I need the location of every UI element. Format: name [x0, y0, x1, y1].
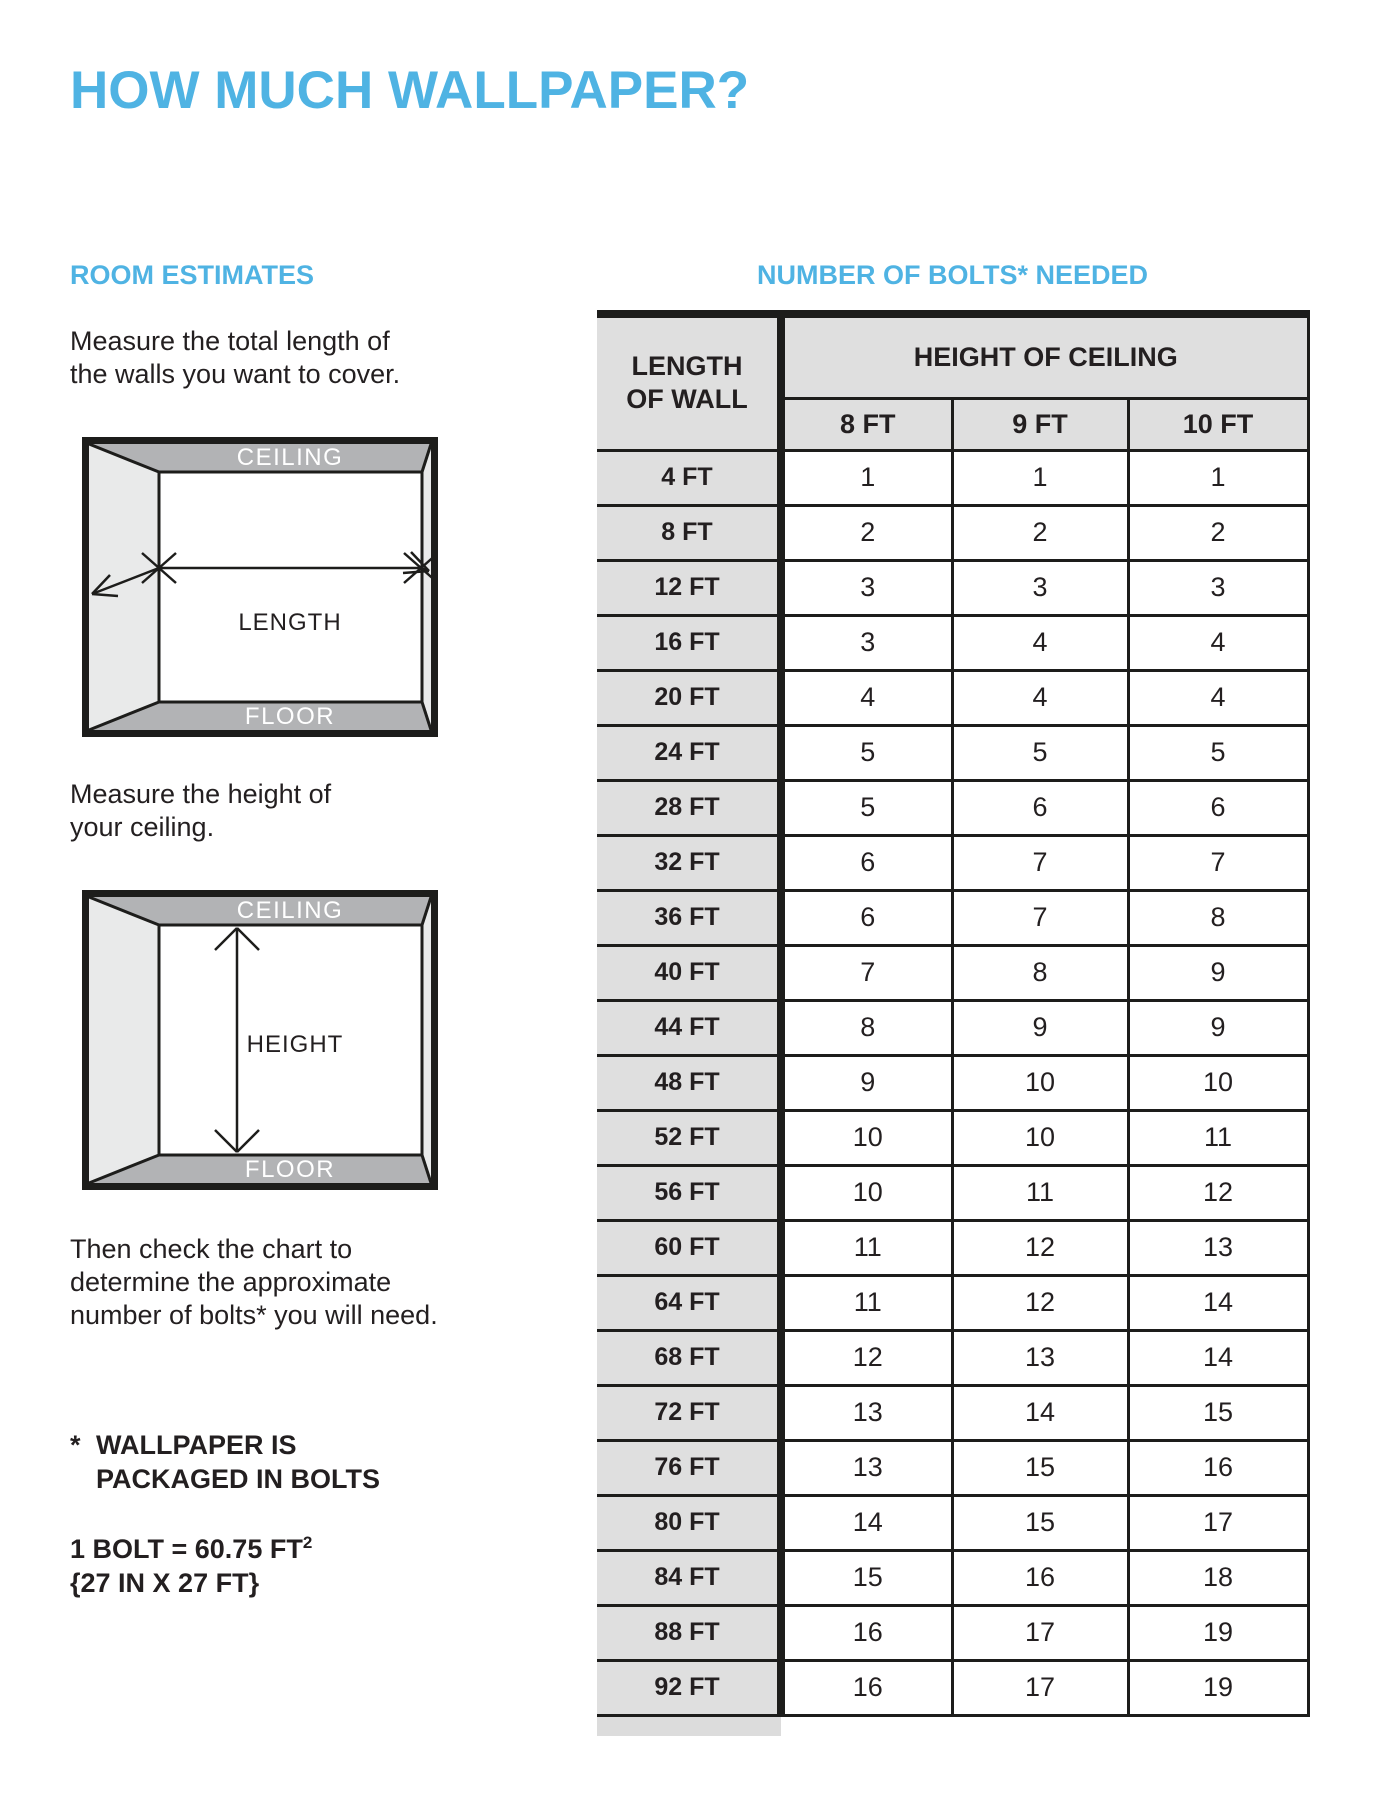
bolt-count-cell: 17	[952, 1660, 1128, 1715]
table-row	[597, 505, 1308, 560]
bolt-count-cell: 18	[1128, 1550, 1308, 1605]
bolt-count-cell: 12	[952, 1275, 1128, 1330]
length-of-wall-header	[597, 314, 781, 450]
bolt-count-cell: 7	[1128, 835, 1308, 890]
bolt-count-cell: 1	[781, 450, 952, 505]
bolts-table-container	[597, 310, 1310, 1717]
bolt-count-cell: 3	[1128, 560, 1308, 615]
wall-length-row-header: 64 FT	[597, 1275, 781, 1330]
room-length-diagram	[82, 437, 438, 737]
bolt-count-cell: 16	[1128, 1440, 1308, 1495]
page-title: HOW MUCH WALLPAPER?	[70, 61, 750, 120]
bolt-count-cell: 15	[781, 1550, 952, 1605]
table-header-row	[597, 314, 1308, 398]
bolt-count-cell: 14	[952, 1385, 1128, 1440]
wall-length-row-header: 92 FT	[597, 1660, 781, 1715]
bolt-count-cell: 14	[1128, 1330, 1308, 1385]
bolt-count-cell: 5	[1128, 725, 1308, 780]
table-row	[597, 1000, 1308, 1055]
bolt-count-cell: 11	[781, 1275, 952, 1330]
bolt-count-cell: 3	[781, 615, 952, 670]
ceiling-8ft-header: 8 FT	[781, 398, 952, 450]
bolt-count-cell: 17	[1128, 1495, 1308, 1550]
wall-length-row-header: 8 FT	[597, 505, 781, 560]
table-row	[597, 945, 1308, 1000]
bolt-count-cell: 11	[952, 1165, 1128, 1220]
bolt-count-cell: 6	[781, 835, 952, 890]
bolt-count-cell: 3	[781, 560, 952, 615]
instruction-line: Measure the total length of	[70, 326, 390, 356]
wall-length-row-header: 32 FT	[597, 835, 781, 890]
bolt-count-cell: 10	[1128, 1055, 1308, 1110]
footnote-line: WALLPAPER IS	[96, 1430, 297, 1460]
bolt-count-cell: 16	[781, 1660, 952, 1715]
bolt-count-cell: 16	[781, 1605, 952, 1660]
bolt-count-cell: 1	[952, 450, 1128, 505]
bolt-count-cell: 11	[781, 1220, 952, 1275]
instruction-check-chart	[70, 1233, 438, 1332]
bolt-count-cell: 7	[952, 835, 1128, 890]
bolt-dimensions: {27 IN X 27 FT}	[70, 1568, 260, 1598]
bolt-count-cell: 6	[781, 890, 952, 945]
wall-length-row-header: 4 FT	[597, 450, 781, 505]
ceiling-label: CEILING	[236, 897, 344, 924]
bolt-count-cell: 1	[1128, 450, 1308, 505]
bolt-count-cell: 10	[781, 1165, 952, 1220]
footnote-line: PACKAGED IN BOLTS	[96, 1464, 381, 1494]
wall-length-row-header: 84 FT	[597, 1550, 781, 1605]
bolt-count-cell: 4	[952, 670, 1128, 725]
table-row	[597, 1495, 1308, 1550]
bolt-count-cell: 10	[781, 1110, 952, 1165]
bolt-count-cell: 9	[952, 1000, 1128, 1055]
left-wall	[89, 897, 159, 1183]
instruction-measure-height	[70, 778, 331, 844]
ceiling-10ft-header: 10 FT	[1128, 398, 1308, 450]
bolt-count-cell: 7	[781, 945, 952, 1000]
wall-length-row-header: 80 FT	[597, 1495, 781, 1550]
table-row	[597, 615, 1308, 670]
bolt-count-cell: 3	[952, 560, 1128, 615]
table-row	[597, 725, 1308, 780]
bolt-count-cell: 7	[952, 890, 1128, 945]
bolt-count-cell: 17	[952, 1605, 1128, 1660]
bolt-count-cell: 13	[952, 1330, 1128, 1385]
wall-length-row-header: 44 FT	[597, 1000, 781, 1055]
wall-length-row-header: 48 FT	[597, 1055, 781, 1110]
bolt-count-cell: 15	[1128, 1385, 1308, 1440]
bolt-count-cell: 6	[1128, 780, 1308, 835]
instruction-line: Measure the height of	[70, 779, 332, 809]
table-row	[597, 1165, 1308, 1220]
table-row	[597, 1660, 1308, 1715]
table-row	[597, 1110, 1308, 1165]
bolt-size-info	[70, 1526, 312, 1600]
height-label: HEIGHT	[246, 1031, 344, 1058]
bolt-count-cell: 16	[952, 1550, 1128, 1605]
header-line: OF WALL	[626, 384, 748, 415]
bolt-count-cell: 11	[1128, 1110, 1308, 1165]
bolt-count-cell: 10	[952, 1055, 1128, 1110]
table-row	[597, 1220, 1308, 1275]
table-row	[597, 1440, 1308, 1495]
bolt-count-cell: 4	[952, 615, 1128, 670]
bolt-equation: 1 BOLT = 60.75 FT	[70, 1534, 303, 1564]
instruction-line: the walls you want to cover.	[70, 359, 401, 389]
wall-length-row-header: 60 FT	[597, 1220, 781, 1275]
bolt-count-cell: 19	[1128, 1605, 1308, 1660]
bolt-count-cell: 15	[952, 1495, 1128, 1550]
bolt-count-cell: 13	[781, 1385, 952, 1440]
table-row	[597, 560, 1308, 615]
bolt-count-cell: 5	[781, 780, 952, 835]
bolt-count-cell: 12	[1128, 1165, 1308, 1220]
bolt-count-cell: 13	[1128, 1220, 1308, 1275]
table-row	[597, 835, 1308, 890]
bolt-count-cell: 8	[781, 1000, 952, 1055]
table-row	[597, 890, 1308, 945]
bolt-count-cell: 2	[1128, 505, 1308, 560]
wall-length-row-header: 68 FT	[597, 1330, 781, 1385]
bolt-count-cell: 14	[781, 1495, 952, 1550]
bolt-count-cell: 12	[781, 1330, 952, 1385]
table-row	[597, 450, 1308, 505]
wall-length-row-header: 72 FT	[597, 1385, 781, 1440]
bolt-count-cell: 4	[1128, 670, 1308, 725]
instruction-line: determine the approximate	[70, 1267, 392, 1297]
wall-length-row-header: 16 FT	[597, 615, 781, 670]
asterisk: *	[70, 1430, 81, 1460]
bolts-footnote	[70, 1428, 380, 1496]
ceiling-label: CEILING	[236, 444, 344, 471]
header-line: LENGTH	[631, 351, 743, 382]
bolts-table-heading: NUMBER OF BOLTS* NEEDED	[756, 260, 1148, 290]
bolt-count-cell: 5	[781, 725, 952, 780]
squared-exponent: 2	[302, 1533, 313, 1552]
length-label: LENGTH	[238, 609, 342, 636]
table-row	[597, 670, 1308, 725]
bolt-count-cell: 8	[1128, 890, 1308, 945]
instruction-line: number of bolts* you will need.	[70, 1300, 438, 1330]
wall-length-row-header: 24 FT	[597, 725, 781, 780]
room-height-diagram	[82, 890, 438, 1190]
bolt-count-cell: 19	[1128, 1660, 1308, 1715]
bolt-count-cell: 4	[781, 670, 952, 725]
bolt-count-cell: 8	[952, 945, 1128, 1000]
bolt-count-cell: 4	[1128, 615, 1308, 670]
ceiling-9ft-header: 9 FT	[952, 398, 1128, 450]
floor-label: FLOOR	[244, 1156, 336, 1183]
wall-length-row-header: 76 FT	[597, 1440, 781, 1495]
instruction-measure-length	[70, 325, 400, 391]
bolt-count-cell: 14	[1128, 1275, 1308, 1330]
bolt-count-cell: 2	[952, 505, 1128, 560]
bolt-count-cell: 9	[781, 1055, 952, 1110]
wall-length-row-header: 12 FT	[597, 560, 781, 615]
table-row	[597, 1385, 1308, 1440]
wall-length-row-header: 28 FT	[597, 780, 781, 835]
bolt-count-cell: 9	[1128, 1000, 1308, 1055]
bolt-table-body	[597, 450, 1308, 1715]
table-row	[597, 1055, 1308, 1110]
bolt-count-cell: 12	[952, 1220, 1128, 1275]
bolt-count-cell: 10	[952, 1110, 1128, 1165]
table-row	[597, 1330, 1308, 1385]
bolt-count-cell: 5	[952, 725, 1128, 780]
bolt-count-cell: 15	[952, 1440, 1128, 1495]
table-row	[597, 1605, 1308, 1660]
instruction-line: your ceiling.	[70, 812, 215, 842]
bolt-count-cell: 6	[952, 780, 1128, 835]
floor-label: FLOOR	[244, 703, 336, 730]
instruction-line: Then check the chart to	[70, 1234, 353, 1264]
bolt-count-cell: 13	[781, 1440, 952, 1495]
table-row	[597, 780, 1308, 835]
table-row	[597, 1275, 1308, 1330]
bolt-count-cell: 9	[1128, 945, 1308, 1000]
wall-length-row-header: 20 FT	[597, 670, 781, 725]
wall-length-row-header: 36 FT	[597, 890, 781, 945]
wall-length-row-header: 56 FT	[597, 1165, 781, 1220]
wall-length-row-header: 88 FT	[597, 1605, 781, 1660]
table-row	[597, 1550, 1308, 1605]
room-estimates-heading: ROOM ESTIMATES	[70, 260, 315, 290]
wall-length-row-header: 40 FT	[597, 945, 781, 1000]
bolts-needed-table	[597, 310, 1310, 1717]
height-of-ceiling-header: HEIGHT OF CEILING	[781, 314, 1308, 398]
back-wall	[159, 472, 422, 702]
wall-length-row-header: 52 FT	[597, 1110, 781, 1165]
bolt-count-cell: 2	[781, 505, 952, 560]
